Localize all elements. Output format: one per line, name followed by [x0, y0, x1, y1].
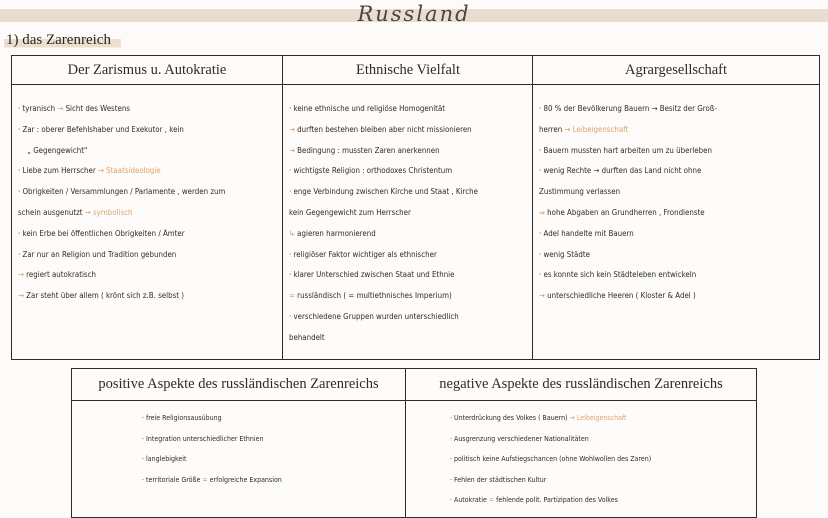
highlighted-text: Leibeigenschaft — [570, 124, 629, 134]
arrow-icon: ↳ — [289, 228, 295, 238]
note-line — [539, 265, 795, 286]
column-heading: Der Zarismus u. Autokratie — [12, 56, 282, 85]
highlighted-text: Staatsideologie — [103, 166, 161, 176]
note-text: russländisch ( = multiethnisches Imperium) — [294, 291, 452, 301]
note-text: kein Gegengewicht zum Herrscher — [289, 207, 411, 217]
note-line — [18, 120, 259, 141]
overview-table — [11, 55, 820, 360]
note-text: erfolgreiche Expansion — [207, 475, 282, 484]
arrow-icon: → — [569, 414, 575, 422]
note-text: · Adel handelte mit Bauern — [539, 228, 634, 238]
note-text: · kein Erbe bei öffentlichen Obrigkeiten / Ämter — [18, 228, 185, 238]
note-text: Zustimmung verlassen — [539, 187, 621, 197]
note-line — [450, 408, 721, 429]
arrow-icon: → — [564, 124, 571, 134]
note-line — [539, 224, 795, 245]
note-line — [18, 286, 259, 307]
note-text: · Bauern mussten hart arbeiten um zu überleben — [539, 145, 712, 155]
column-body — [406, 401, 756, 511]
note-line — [18, 161, 259, 182]
column-negative-aspects — [405, 369, 756, 517]
note-text: · Zar nur an Religion und Tradition gebunden — [18, 249, 177, 259]
note-line — [289, 141, 511, 162]
note-text: hohe Abgaben an Grundherren , Frondienste — [544, 207, 705, 217]
note-line — [539, 245, 795, 266]
arrow-icon: = — [289, 291, 295, 301]
highlighted-text: symbolisch — [90, 207, 133, 217]
section-heading: 1) das Zarenreich — [4, 31, 121, 49]
note-line — [450, 429, 721, 450]
note-line — [142, 429, 374, 450]
aspects-table — [71, 368, 757, 518]
note-line — [18, 265, 259, 286]
arrow-icon: → — [18, 291, 24, 301]
note-line — [539, 286, 795, 307]
note-text: · wenig Rechte — [539, 166, 594, 176]
note-line — [289, 307, 511, 328]
column-agrargesellschaft — [532, 56, 819, 359]
note-text: · Fehlen der städtischen Kultur — [450, 475, 547, 484]
arrow-icon: → — [593, 166, 600, 176]
note-line — [450, 490, 721, 511]
note-text: · langlebigkeit — [142, 455, 187, 464]
note-line — [539, 182, 795, 203]
note-line — [18, 224, 259, 245]
note-text: · es konnte sich kein Städteleben entwickeln — [539, 270, 697, 280]
note-text: · Obrigkeiten / Versammlungen / Parlamente , werden zum — [18, 187, 226, 197]
arrow-icon: → — [84, 207, 91, 217]
note-text: · verschiedene Gruppen wurden unterschiedlich — [289, 311, 459, 321]
note-text: · klarer Unterschied zwischen Staat und Ethnie — [289, 270, 455, 280]
note-text: behandelt — [289, 332, 325, 342]
note-text: Besitz der Groß- — [657, 104, 717, 113]
highlighted-text: Leibeigenschaft — [574, 414, 627, 422]
note-line — [539, 141, 795, 162]
arrow-icon: → — [97, 166, 104, 176]
column-heading: negative Aspekte des russländischen Zarenreichs — [406, 369, 756, 401]
column-autokratie — [12, 56, 282, 359]
arrow-icon: → — [651, 104, 658, 113]
note-text: · wichtigste Religion : orthodoxes Christentum — [289, 166, 453, 176]
note-line — [289, 286, 511, 307]
note-line — [450, 449, 721, 470]
note-text: Zar steht über allem ( krönt sich z.B. selbst ) — [23, 291, 185, 301]
note-line — [289, 224, 511, 245]
column-heading: Ethnische Vielfalt — [283, 56, 533, 85]
note-text: · Zar : oberer Befehlshaber und Exekutor , kein — [18, 124, 184, 134]
note-line — [289, 203, 511, 224]
note-line — [18, 141, 259, 162]
note-text: · Autokratie — [450, 496, 489, 505]
note-text: · Integration unterschiedlicher Ethnien — [142, 434, 264, 443]
note-text: · religiöser Faktor wichtiger als ethnischer — [289, 249, 437, 259]
note-text: durften das Land nicht ohne — [599, 166, 702, 176]
arrow-icon: → — [289, 124, 295, 134]
note-text: · Unterdrückung des Volkes ( Bauern) — [450, 414, 570, 422]
note-line — [18, 182, 259, 203]
column-heading: positive Aspekte des russländischen Zarenreichs — [72, 369, 405, 401]
arrow-icon: → — [539, 291, 545, 301]
arrow-icon: → — [18, 270, 24, 280]
note-line — [450, 470, 721, 491]
note-line — [289, 120, 511, 141]
column-body — [12, 85, 282, 307]
note-text: „ Gegengewicht" — [27, 145, 88, 155]
column-body — [533, 85, 819, 307]
note-line — [142, 470, 374, 491]
note-line — [289, 245, 511, 266]
note-line — [289, 328, 511, 349]
note-line — [18, 203, 259, 224]
note-text: · Ausgrenzung verschiedener Nationalitäten — [450, 434, 589, 443]
arrow-icon: → — [57, 104, 64, 113]
arrow-icon: ⇒ — [539, 207, 545, 217]
note-text: unterschiedliche Heeren ( Kloster & Adel ) — [544, 291, 696, 301]
note-text: · politisch keine Aufstiegschancen (ohne Wohlwollen des Zaren) — [450, 455, 652, 464]
arrow-icon: → — [289, 145, 295, 155]
column-positive-aspects — [72, 369, 405, 517]
note-text: agieren harmonierend — [294, 228, 376, 238]
note-line — [289, 265, 511, 286]
column-body — [283, 85, 533, 349]
column-ethnische-vielfalt — [282, 56, 533, 359]
note-line — [539, 161, 795, 182]
note-text: durften bestehen bleiben aber nicht missionieren — [294, 124, 472, 134]
note-line — [289, 99, 511, 120]
note-line — [142, 449, 374, 470]
column-heading: Agrargesellschaft — [533, 56, 819, 85]
note-line — [289, 161, 511, 182]
note-text: · territoriale Größe — [142, 475, 203, 484]
arrow-icon: = — [202, 475, 208, 484]
note-text: · keine ethnische und religiöse Homogenität — [289, 104, 446, 113]
note-line — [539, 99, 795, 120]
note-line — [18, 245, 259, 266]
note-line — [539, 120, 795, 141]
note-line — [539, 203, 795, 224]
note-text: · freie Religionsausübung — [142, 414, 222, 422]
note-text: regiert autokratisch — [23, 270, 96, 280]
note-text: Bedingung : mussten Zaren anerkennen — [294, 145, 440, 155]
note-line — [142, 408, 374, 429]
arrow-icon: = — [488, 496, 495, 505]
note-text: · wenig Städte — [539, 249, 590, 259]
note-text: · enge Verbindung zwischen Kirche und Staat , Kirche — [289, 187, 478, 197]
note-text: herren — [539, 124, 565, 134]
note-line — [18, 99, 259, 120]
note-text: · Liebe zum Herrscher — [18, 166, 98, 176]
note-line — [289, 182, 511, 203]
note-text: · 80 % der Bevölkerung Bauern — [539, 104, 652, 113]
note-text: Sicht des Westens — [63, 104, 131, 113]
note-text: schein ausgenutzt — [18, 207, 85, 217]
note-text: fehlende polit. Partizipation des Volkes — [494, 496, 618, 505]
column-body — [72, 401, 405, 490]
note-text: · tyranisch — [18, 104, 58, 113]
page-title: Russland — [357, 2, 471, 26]
